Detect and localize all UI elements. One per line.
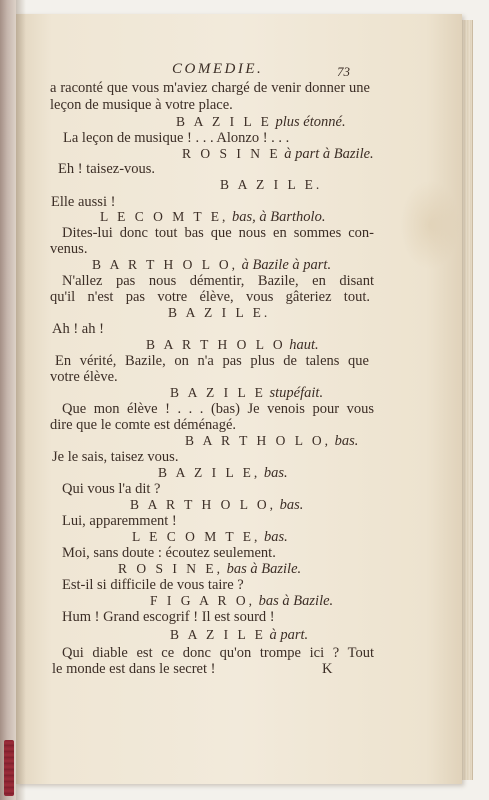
stage-direction: plus étonné.: [275, 114, 346, 130]
speaker-bartholo: B A R T H O L O,: [130, 497, 277, 512]
red-spine-ribbon: [4, 740, 14, 796]
speaker-direction-6: [170, 386, 323, 401]
speaker-bazile: B A Z I L E: [176, 114, 272, 129]
speaker-bazile: B A Z I L E.: [220, 177, 323, 192]
text-line-21: Que mon élève ! . . . (bas) Je venois pour vous: [62, 401, 374, 417]
speaker-rosine: R O S I N E,: [118, 561, 224, 576]
text-line-13: N'allez pas nous démentir, Bazile, en disant: [62, 273, 374, 289]
speaker-rosine: R O S I N E: [182, 146, 281, 161]
text-line-36: Qui diable est ce donc qu'on trompe ici ? Tout: [62, 645, 374, 661]
speaker-direction-10: [132, 530, 288, 545]
text-line-2: leçon de musique à votre place.: [50, 97, 233, 113]
speaker-bazile: B A Z I L E.: [168, 305, 271, 320]
text-line-28: Lui, apparemment !: [62, 513, 177, 529]
running-head: COMEDIE.: [172, 61, 264, 77]
stage-direction: bas.: [279, 497, 304, 513]
text-line-19: votre élève.: [50, 369, 118, 385]
speaker-comte: L E C O M T E,: [132, 529, 261, 544]
book-binding: [0, 0, 16, 800]
text-line-37: le monde est dans le secret !: [52, 661, 216, 677]
stage-direction: à Bazile à part.: [241, 257, 332, 273]
speaker-direction-1: [176, 115, 346, 130]
speaker-direction-8: [158, 466, 288, 481]
speaker-direction-3: [100, 210, 325, 225]
text-line-4: La leçon de musique ! . . . Alonzo ! . . .: [63, 130, 290, 146]
gutter-shadow: [16, 0, 26, 800]
speaker-direction-4: [92, 258, 331, 273]
text-line-30: Moi, sans doute : écoutez seulement.: [62, 545, 276, 561]
speaker-direction-2: [182, 147, 374, 162]
stage-direction: à part à Bazile.: [284, 146, 374, 162]
stage-direction: bas.: [334, 433, 359, 449]
speaker-bazile: B A Z I L E: [170, 627, 266, 642]
text-line-16: Ah ! ah !: [52, 321, 104, 337]
speaker-direction-13: [170, 628, 308, 643]
stage-direction: bas à Bazile.: [258, 593, 334, 609]
text-line-34: Hum ! Grand escogrif ! Il est sourd !: [62, 609, 275, 625]
stage-direction: bas.: [263, 465, 288, 481]
page-number: 73: [337, 64, 350, 79]
speaker-direction-12: [150, 594, 333, 609]
stage-direction: bas, à Bartholo.: [232, 209, 326, 225]
speaker-direction-5: [146, 338, 319, 353]
text-line-10: Dites-lui donc tout bas que nous en sommes con-: [62, 225, 374, 241]
speaker-bazile: B A Z I L E,: [158, 465, 261, 480]
speaker-bartholo: B A R T H O L O,: [92, 257, 239, 272]
speaker-direction-7: [185, 434, 358, 449]
speaker-direction-9: [130, 498, 303, 513]
text-line-14: qu'il n'est pas votre élève, vous gâteriez tout.: [50, 289, 370, 305]
speaker-bartholo: B A R T H O L O: [146, 337, 286, 352]
text-line-26: Qui vous l'a dit ?: [62, 481, 161, 497]
speaker-comte: L E C O M T E,: [100, 209, 229, 224]
paper-stain: [400, 180, 460, 270]
text-line-24: Je le sais, taisez vous.: [52, 449, 179, 465]
stage-direction: bas.: [264, 529, 288, 545]
text-line-8: Elle aussi !: [51, 194, 116, 210]
stage-direction: à part.: [269, 627, 309, 643]
speaker-bartholo: B A R T H O L O,: [185, 433, 332, 448]
signature-mark: K: [322, 661, 333, 677]
text-line-6: Eh ! taisez-vous.: [58, 161, 156, 177]
text-line-11: venus.: [50, 241, 88, 257]
stage-direction: haut.: [289, 337, 319, 353]
text-line-1: a raconté que vous m'aviez chargé de venir donner une: [50, 80, 370, 96]
text-line-18: En vérité, Bazile, on n'a pas plus de talens que: [55, 353, 369, 369]
text-line-22: dire que le comte est déménagé.: [50, 417, 237, 433]
stage-direction: stupéfait.: [269, 385, 324, 401]
speaker-direction-11: [118, 562, 301, 577]
stage-direction: bas à Bazile.: [226, 561, 302, 577]
speaker-figaro: F I G A R O,: [150, 593, 256, 608]
speaker-bazile: B A Z I L E: [170, 385, 266, 400]
text-line-32: Est-il si difficile de vous taire ?: [62, 577, 244, 593]
